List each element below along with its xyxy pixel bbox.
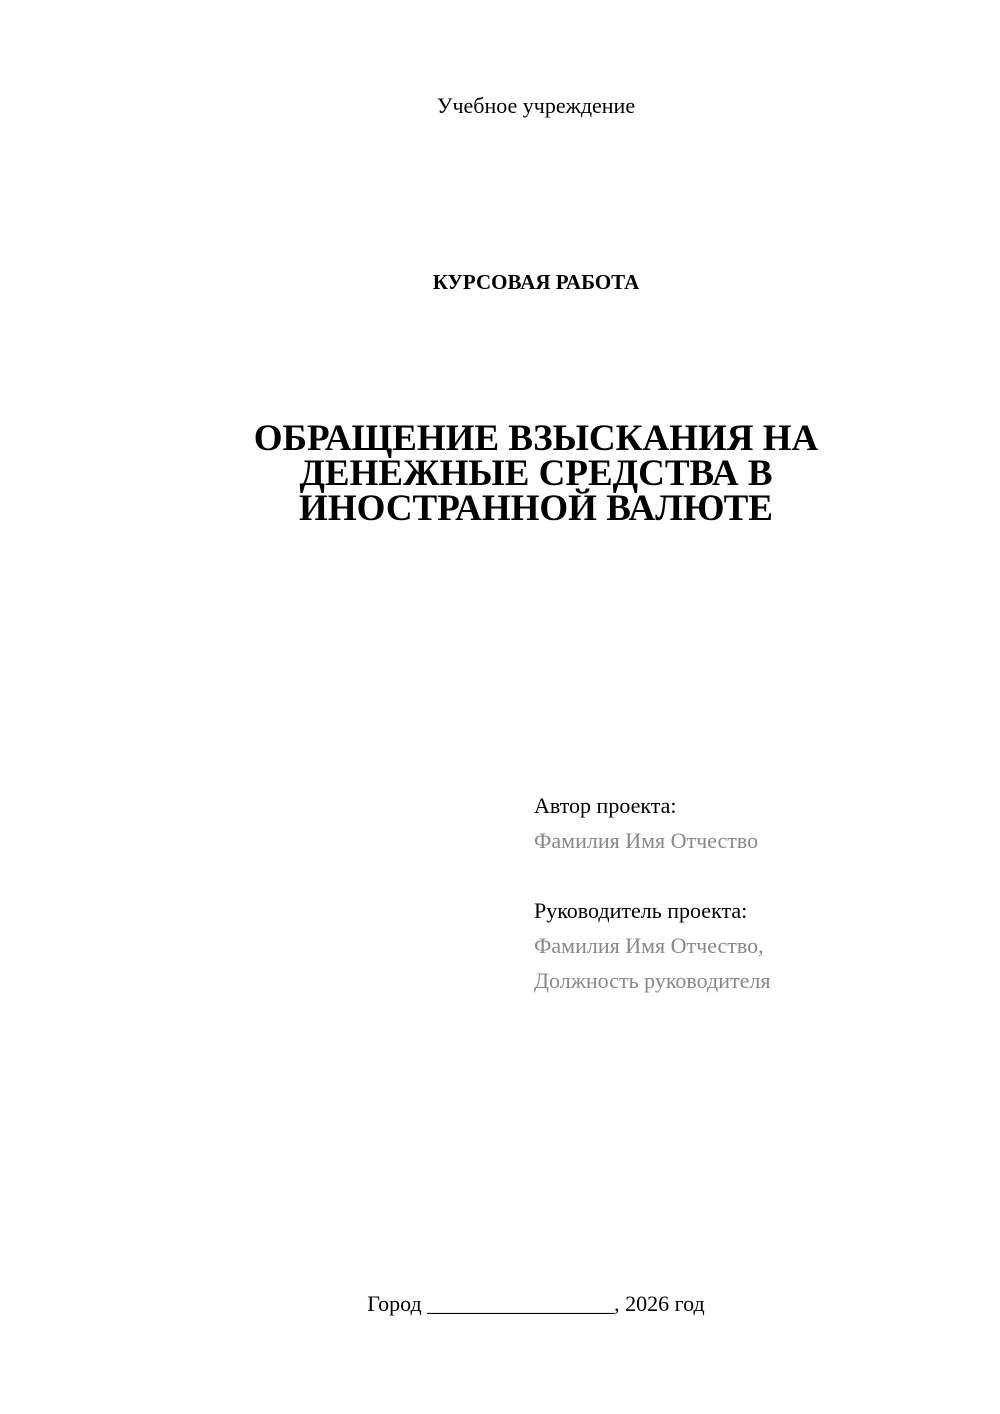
credits-block xyxy=(534,788,954,998)
city-year-line: Город _________________, 2026 год xyxy=(367,1291,705,1316)
work-type-heading: КУРСОВАЯ РАБОТА xyxy=(432,270,640,294)
institution-name: Учебное учреждение xyxy=(436,93,636,118)
document-title-line: ИНОСТРАННОЙ ВАЛЮТЕ xyxy=(299,488,773,529)
document-title-line: ОБРАЩЕНИЕ ВЗЫСКАНИЯ НА xyxy=(253,418,819,459)
document-title-line: ДЕНЕЖНЫЕ СРЕДСТВА В xyxy=(299,453,773,494)
supervisor-label: Руководитель проекта: xyxy=(534,898,748,923)
author-label: Автор проекта: xyxy=(534,793,677,818)
author-name: Фамилия Имя Отчество xyxy=(534,828,759,853)
document-title xyxy=(180,418,892,529)
supervisor-position: Должность руководителя xyxy=(534,968,771,993)
credits-spacer xyxy=(534,858,954,893)
supervisor-name: Фамилия Имя Отчество, xyxy=(534,933,764,958)
